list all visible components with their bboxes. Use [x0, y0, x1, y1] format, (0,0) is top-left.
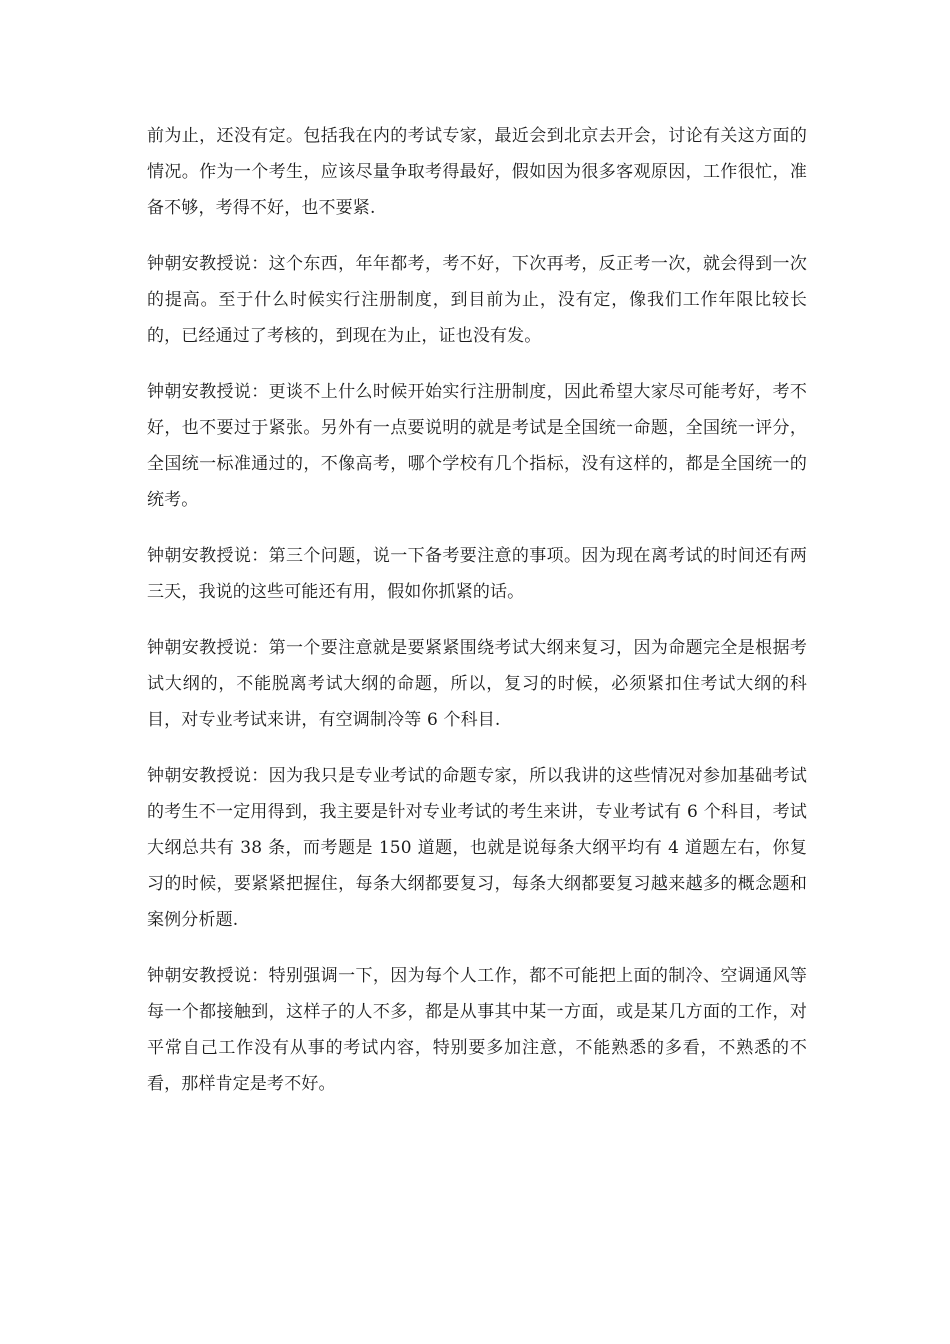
paragraph-2: 钟朝安教授说：这个东西，年年都考，考不好，下次再考，反正考一次，就会得到一次的提高。至于什么时候实行注册制度，到目前为止，没有定，像我们工作年限比较长的，已经通过了考核的，到现在为止，证也没有发。: [147, 254, 807, 346]
paragraph-1: 前为止，还没有定。包括我在内的考试专家，最近会到北京去开会，讨论有关这方面的情况。作为一个考生，应该尽量争取考得最好，假如因为很多客观原因，工作很忙，准备不够，考得不好，也不要紧.: [147, 126, 807, 218]
paragraph-7: 钟朝安教授说：特别强调一下，因为每个人工作，都不可能把上面的制冷、空调通风等每一个都接触到，这样子的人不多，都是从事其中某一方面，或是某几方面的工作，对平常自己工作没有从事的考试内容，特别要多加注意，不能熟悉的多看，不熟悉的不看，那样肯定是考不好。: [147, 966, 807, 1094]
paragraph-6: 钟朝安教授说：因为我只是专业考试的命题专家，所以我讲的这些情况对参加基础考试的考生不一定用得到，我主要是针对专业考试的考生来讲，专业考试有 6 个科目，考试大纲总共有 38 条，而考题是 150 道题，也就是说每条大纲平均有 4 道题左右，你复习的时候，要紧紧把握住，每条大纲都要复习，每条大纲都要复习越来越多的概念题和案例分析题.: [147, 766, 807, 930]
paragraph-5: 钟朝安教授说：第一个要注意就是要紧紧围绕考试大纲来复习，因为命题完全是根据考试大纲的，不能脱离考试大纲的命题，所以，复习的时候，必须紧扣住考试大纲的科目，对专业考试来讲，有空调制冷等 6 个科目.: [147, 638, 807, 730]
document-body: [147, 118, 807, 1122]
paragraph-4: 钟朝安教授说：第三个问题，说一下备考要注意的事项。因为现在离考试的时间还有两三天，我说的这些可能还有用，假如你抓紧的话。: [147, 546, 807, 602]
paragraph-3: 钟朝安教授说：更谈不上什么时候开始实行注册制度，因此希望大家尽可能考好，考不好，也不要过于紧张。另外有一点要说明的就是考试是全国统一命题，全国统一评分，全国统一标准通过的，不像高考，哪个学校有几个指标，没有这样的，都是全国统一的统考。: [147, 382, 807, 510]
